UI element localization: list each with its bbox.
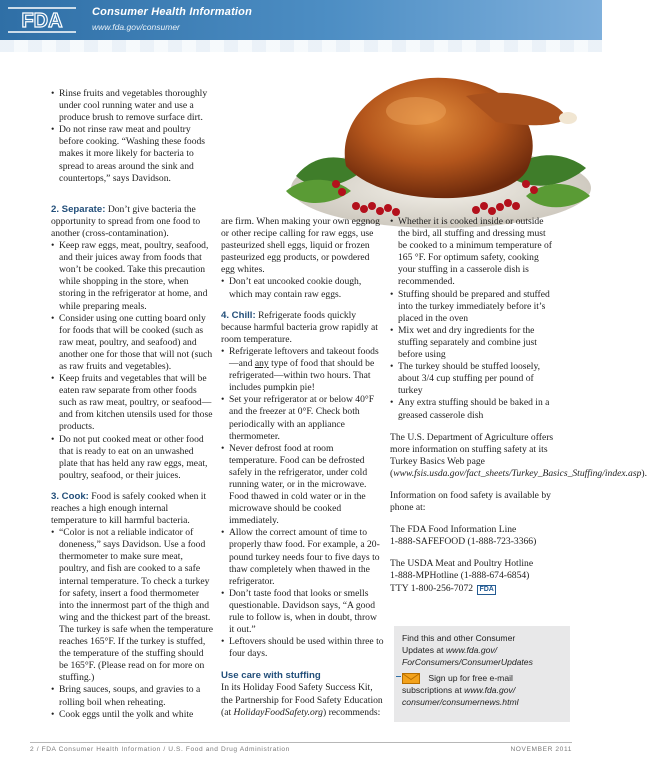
eggs-continued-text: are firm. When making your own eggnog or other recipe calling for raw eggs, use pasteurized shell eggs, liquid or frozen pasteurized egg products, or powdered egg whites. <box>221 216 380 276</box>
list-item: • Bring sauces, soups, and gravies to a rolling boil when reheating. <box>51 684 214 708</box>
column-2 <box>221 216 384 719</box>
fda-logo <box>6 5 78 35</box>
stuffing-text: In its Holiday Food Safety Success Kit, the Partnership for Food Safety Education (at HolidayFoodSafety.org) recommends: <box>221 682 383 718</box>
footer-divider <box>30 742 572 743</box>
column-3 <box>390 216 647 595</box>
chill-paragraph <box>221 310 384 346</box>
list-item: • Refrigerate leftovers and takeout foods—and any type of food that should be refrigerated—within two hours. That includes pumpkin pie! <box>221 346 384 394</box>
usda-info-text: The U.S. Department of Agriculture offers more information on stuffing safety at its Turkey Basics Web page (www.fsis.usda.gov/fact_sheets/Turkey_Basics_Stuffing/index.asp). <box>390 431 647 479</box>
roast-turkey-image <box>276 56 594 234</box>
header-url[interactable]: www.fda.gov/consumer <box>92 22 180 32</box>
separate-text: Don’t give bacteria the opportunity to spread from one food to another (cross-contamination). <box>51 203 201 239</box>
fda-logo-text: FDA <box>21 10 63 32</box>
list-item: • Any extra stuffing should be baked in a greased casserole dish <box>390 397 556 421</box>
turkey-highlight <box>386 97 446 125</box>
eggs-bullet-list <box>221 276 384 300</box>
drumstick-tip <box>559 112 577 124</box>
separate-bullet-list <box>51 240 214 482</box>
email-envelope-icon <box>402 673 420 684</box>
consumer-updates-box <box>394 626 570 722</box>
page-footer <box>0 742 602 758</box>
usda-hotline-number: 1-888-MPHotline (1-888-674-6854) <box>390 570 530 582</box>
usda-hotline-name: The USDA Meat and Poultry Hotline <box>390 558 534 570</box>
promo-line-2: Updates at www.fda.gov/ <box>402 645 498 655</box>
phone-intro: Information on food safety is available by phone at: <box>390 489 551 514</box>
separate-paragraph <box>51 204 214 240</box>
list-item: • Set your refrigerator at or below 40°F and the freezer at 0°F. Check both periodically with an appliance thermometer. <box>221 394 384 442</box>
cook-heading: 3. Cook: <box>51 490 89 502</box>
cook-paragraph <box>51 491 214 527</box>
list-item: • “Color is not a reliable indicator of doneness,” says Davidson. Use a food thermometer to make sure meat, poultry, and fish are cooked to a safe internal temperature. To check a turkey for safety, insert a food thermometer into the innermost part of the thigh and wing and the thickest part of the breast. The turkey is safe when the temperature reaches 165°F. If the turkey is stuffed, the temperature of the stuffing should be 165°F. (Please read on for more on stuffing.) <box>51 527 214 684</box>
header-title: Consumer Health Information <box>92 6 253 18</box>
usda-link[interactable]: www.fsis.usda.gov/fact_sheets/Turkey_Basics_Stuffing/index.asp <box>393 467 642 479</box>
list-item: • Consider using one cutting board only for foods that will be cooked (such as raw meat, poultry, and seafood) and another one for those that will not (such as raw fruits and vegetables). <box>51 313 214 373</box>
stuffing-heading: Use care with stuffing <box>221 670 321 682</box>
fda-mark-icon: FDA <box>479 585 494 593</box>
intro-bullet-list <box>51 88 214 185</box>
list-item: • Whether it is cooked inside or outside the bird, all stuffing and dressing must be cooked to a minimum temperature of 165 °F. For optimum safety, cooking your stuffing in a casserole dish is recommended. <box>390 216 556 289</box>
separate-heading: 2. Separate: <box>51 203 106 215</box>
promo-line-5: subscriptions at www.fda.gov/ <box>402 685 516 696</box>
signup-text: Sign up for free e-mail <box>428 673 513 683</box>
promo-line-6 <box>402 696 562 708</box>
stuffing-bullet-list <box>390 216 556 422</box>
promo-signup <box>402 672 562 684</box>
chill-heading: 4. Chill: <box>221 309 256 321</box>
cook-text: Food is safely cooked when it reaches a high enough internal temperature to kill harmful bacteria. <box>51 490 207 527</box>
list-item: • Keep fruits and vegetables that will be eaten raw separate from other foods such as raw meat, poultry, or seafood—and from kitchen utensils used for those products. <box>51 373 214 433</box>
promo-link-2[interactable]: ForConsumers/ConsumerUpdates <box>402 657 533 667</box>
list-item: • Allow the correct amount of time to properly thaw food. For example, a 20-pound turkey needs four to five days to thaw completely when thawed in the refrigerator. <box>221 527 384 587</box>
promo-link-4[interactable]: consumer/consumernews.html <box>402 697 519 708</box>
chill-bullet-list <box>221 346 384 660</box>
usda-tty: TTY 1-800-256-7072 FDA <box>390 582 494 594</box>
fda-line-number: 1-888-SAFEFOOD (1-888-723-3366) <box>390 536 537 548</box>
list-item: • Rinse fruits and vegetables thoroughly under cool running water and use a produce brush to remove surface dirt. <box>51 88 214 124</box>
page-header <box>0 0 602 40</box>
fda-line-name: The FDA Food Information Line <box>390 524 517 536</box>
list-item: • Cook eggs until the yolk and white <box>51 709 214 721</box>
list-item: • Stuffing should be prepared and stuffed into the turkey immediately before it’s placed in the oven <box>390 289 556 325</box>
list-item: • Keep raw eggs, meat, poultry, seafood, and their juices away from foods that won’t be cooked. Take this precaution while shopping in the store, when storing in the refrigerator at home, and while preparing meals. <box>51 240 214 313</box>
promo-line-1: Find this and other Consumer <box>402 633 516 643</box>
list-item: • Don’t taste food that looks or smells questionable. Davidson says, “A good rule to follow is, when in doubt, throw it out.” <box>221 588 384 636</box>
promo-line-3 <box>402 656 562 668</box>
promo-link-1[interactable]: www.fda.gov/ <box>445 645 498 655</box>
list-item: • Do not put cooked meat or other food that is ready to eat on an unwashed plate that has held any raw eggs, meat, poultry, seafood, or their juices. <box>51 434 214 482</box>
list-item: • Do not rinse raw meat and poultry before cooking. “Washing these foods makes it more likely for bacteria to spread to areas around the sink and countertops,” says Davidson. <box>51 124 214 184</box>
footer-left-text: 2 / FDA Consumer Health Information / U.S. Food and Drug Administration <box>30 746 290 753</box>
column-1 <box>51 88 214 721</box>
list-item: • Leftovers should be used within three to four days. <box>221 636 384 660</box>
list-item: • The turkey should be stuffed loosely, about 3/4 cup stuffing per pound of turkey <box>390 361 556 397</box>
chill-text: Refrigerate foods quickly because harmful bacteria grow rapidly at room temperature. <box>221 309 378 345</box>
footer-date: NOVEMBER 2011 <box>510 746 572 753</box>
promo-link-3[interactable]: www.fda.gov/ <box>464 685 516 696</box>
list-item: • Mix wet and dry ingredients for the stuffing separately and combine just before using <box>390 325 556 361</box>
list-item: • Never defrost food at room temperature. Food can be defrosted safely in the refrigerator, under cold running water, or in the microwave. Food thawed in cold water or in the microwave should be cooked immediately. <box>221 443 384 528</box>
cook-bullet-list <box>51 527 214 721</box>
header-stripes <box>0 40 602 52</box>
list-item: • Don’t eat uncooked cookie dough, which may contain raw eggs. <box>221 276 384 300</box>
